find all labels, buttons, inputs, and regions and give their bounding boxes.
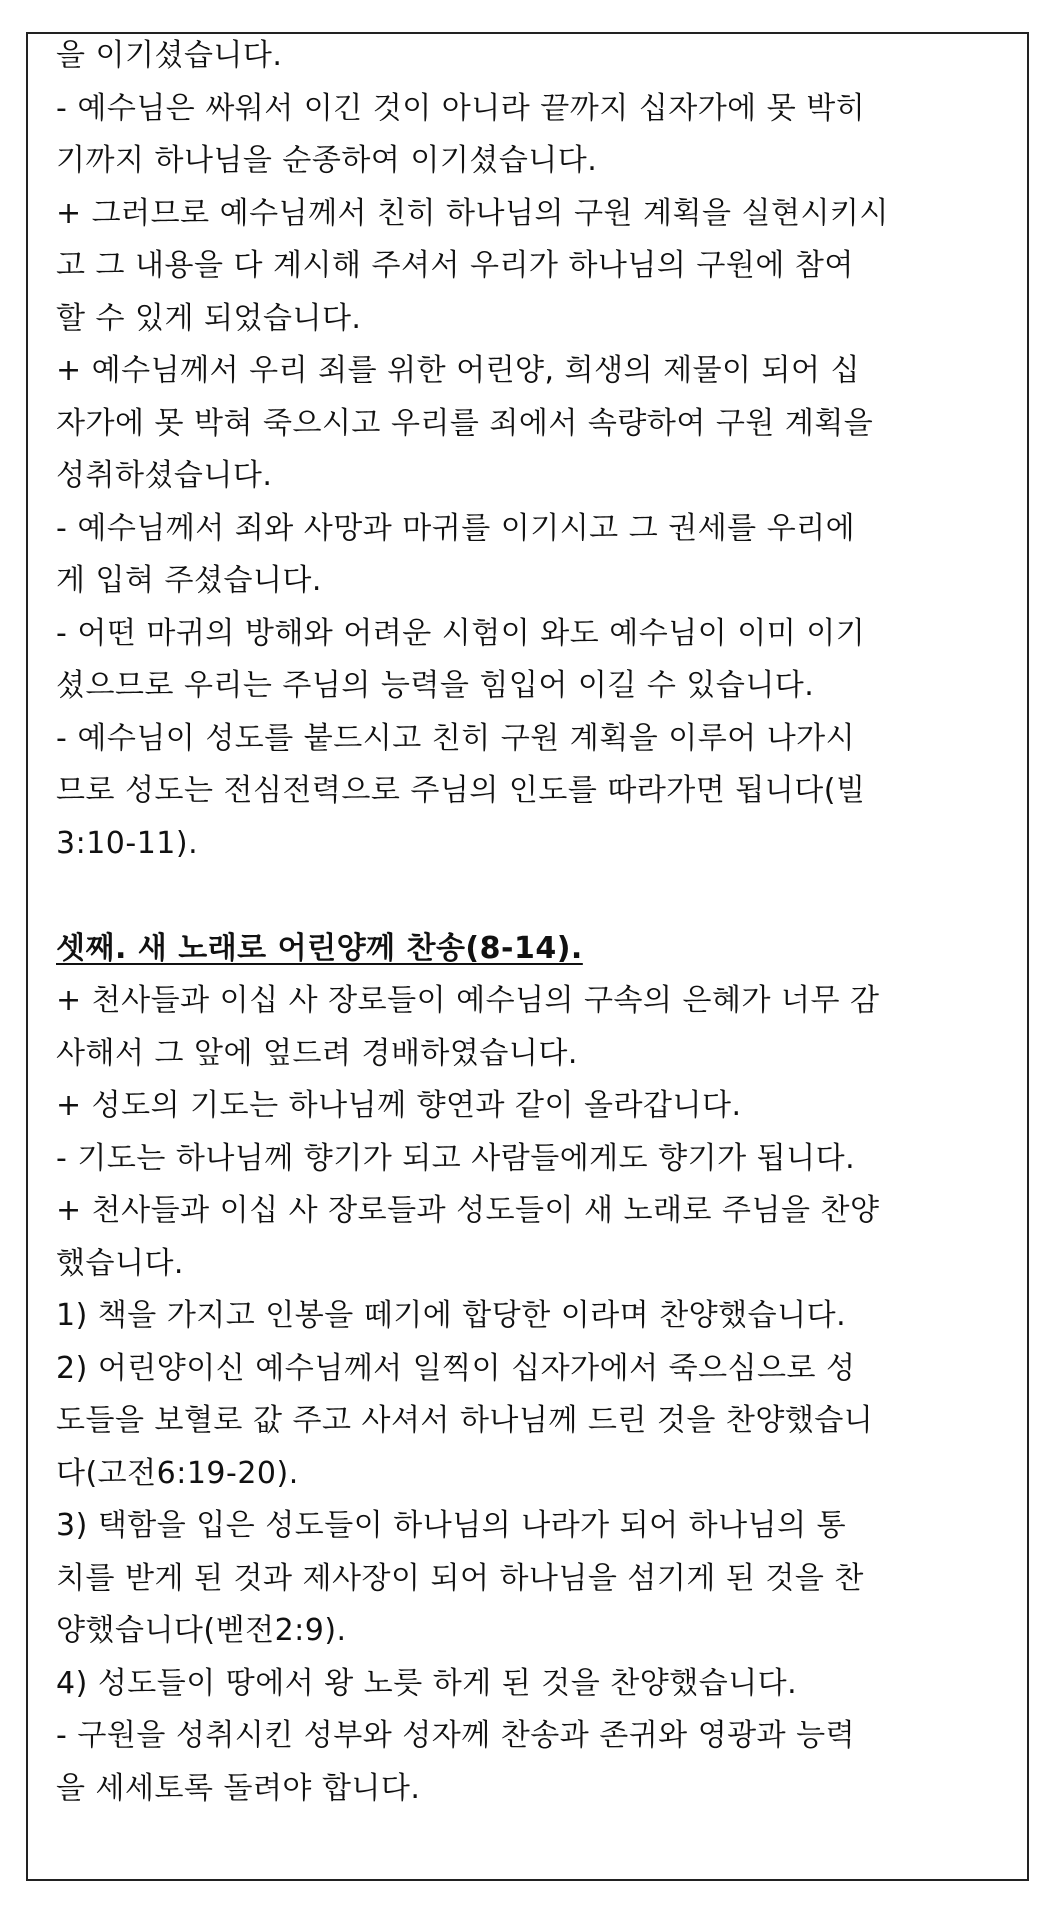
text-line: 3) 택함을 입은 성도들이 하나님의 나라가 되어 하나님의 통 bbox=[56, 1508, 847, 1543]
text-line: + 그러므로 예수님께서 친히 하나님의 구원 계획을 실현시키시 bbox=[56, 195, 889, 231]
text-line: 2) 어린양이신 예수님께서 일찍이 십자가에서 죽으심으로 성 bbox=[56, 1350, 856, 1386]
text-line: + 예수님께서 우리 죄를 위한 어린양, 희생의 제물이 되어 십 bbox=[56, 353, 861, 388]
text-line: 했습니다. bbox=[56, 1245, 184, 1281]
text-line: 사해서 그 앞에 엎드려 경배하였습니다. bbox=[56, 1035, 578, 1071]
text-line: + 천사들과 이십 사 장로들과 성도들이 새 노래로 주님을 찬양 bbox=[56, 1193, 880, 1228]
text-line: 1) 책을 가지고 인봉을 떼기에 합당한 이라며 찬양했습니다. bbox=[56, 1298, 847, 1333]
text-line: - 예수님께서 죄와 사망과 마귀를 이기시고 그 권세를 우리에 bbox=[56, 510, 856, 546]
text-line: 셨으므로 우리는 주님의 능력을 힘입어 이길 수 있습니다. bbox=[56, 668, 815, 703]
text-line: - 기도는 하나님께 향기가 되고 사람들에게도 향기가 됩니다. bbox=[56, 1140, 856, 1176]
document-body bbox=[56, 30, 1001, 1815]
text-line: 4) 성도들이 땅에서 왕 노릇 하게 된 것을 찬양했습니다. bbox=[56, 1665, 798, 1701]
text-line: 도들을 보혈로 값 주고 사셔서 하나님께 드린 것을 찬양했습니 bbox=[56, 1403, 874, 1438]
text-line: 성취하셨습니다. bbox=[56, 458, 273, 493]
text-line: - 예수님은 싸워서 이긴 것이 아니라 끝까지 십자가에 못 박히 bbox=[56, 90, 866, 126]
text-line: - 어떤 마귀의 방해와 어려운 시험이 와도 예수님이 이미 이기 bbox=[56, 615, 866, 651]
text-line: 자가에 못 박혀 죽으시고 우리를 죄에서 속량하여 구원 계획을 bbox=[56, 405, 874, 441]
text-line: 게 입혀 주셨습니다. bbox=[56, 563, 322, 598]
text-line: 므로 성도는 전심전력으로 주님의 인도를 따라가면 됩니다(빌 bbox=[56, 773, 866, 808]
text-line: 을 세세토록 돌려야 합니다. bbox=[56, 1770, 421, 1806]
text-line: 을 이기셨습니다. bbox=[56, 38, 283, 73]
section-heading: 셋째. 새 노래로 어린양께 찬송(8-14). bbox=[56, 930, 583, 966]
text-line: 치를 받게 된 것과 제사장이 되어 하나님을 섬기게 된 것을 찬 bbox=[56, 1560, 864, 1596]
text-line: 3:10-11). bbox=[56, 825, 199, 861]
text-line: 양했습니다(벧전2:9). bbox=[56, 1613, 347, 1648]
text-line: 할 수 있게 되었습니다. bbox=[56, 300, 362, 336]
text-line: 고 그 내용을 다 계시해 주셔서 우리가 하나님의 구원에 참여 bbox=[56, 248, 854, 283]
blank-line bbox=[56, 870, 1001, 923]
text-line: - 예수님이 성도를 붙드시고 친히 구원 계획을 이루어 나가시 bbox=[56, 720, 856, 756]
text-line: 기까지 하나님을 순종하여 이기셨습니다. bbox=[56, 143, 598, 178]
text-line: - 구원을 성취시킨 성부와 성자께 찬송과 존귀와 영광과 능력 bbox=[56, 1718, 856, 1753]
text-line: + 천사들과 이십 사 장로들이 예수님의 구속의 은혜가 너무 감 bbox=[56, 983, 880, 1018]
text-line: 다(고전6:19-20). bbox=[56, 1455, 299, 1491]
text-line: + 성도의 기도는 하나님께 향연과 같이 올라갑니다. bbox=[56, 1088, 742, 1123]
